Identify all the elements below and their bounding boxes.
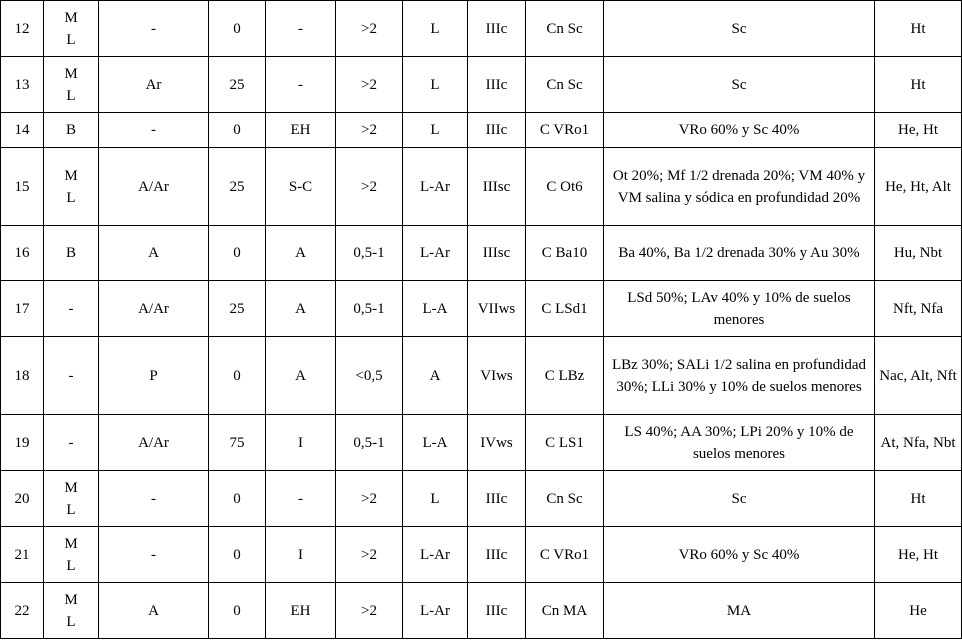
depth-cell: >2 [336, 57, 403, 113]
col-4-cell: A [266, 281, 336, 337]
terrain-cell: M L [44, 583, 99, 639]
composition-cell: LS 40%; AA 30%; LPi 20% y 10% de suelos menores [604, 415, 875, 471]
col-2-cell: A [99, 226, 209, 281]
row-number: 15 [1, 148, 44, 226]
depth-cell: >2 [336, 148, 403, 226]
unit-code-cell: C LSd1 [526, 281, 604, 337]
unit-code-cell: C LS1 [526, 415, 604, 471]
texture-cell: L-Ar [403, 148, 468, 226]
class-cell: IIIc [468, 583, 526, 639]
table-row [1, 583, 962, 639]
texture-cell: L [403, 113, 468, 148]
col-2-cell: - [99, 527, 209, 583]
table-row [1, 281, 962, 337]
composition-cell: VRo 60% y Sc 40% [604, 113, 875, 148]
texture-cell: L-Ar [403, 226, 468, 281]
row-number: 13 [1, 57, 44, 113]
composition-cell: Sc [604, 1, 875, 57]
col-4-cell: EH [266, 113, 336, 148]
class-cell: VIIws [468, 281, 526, 337]
col-4-cell: I [266, 415, 336, 471]
terrain-cell: B [44, 113, 99, 148]
col-3-cell: 0 [209, 471, 266, 527]
unit-code-cell: Cn Sc [526, 1, 604, 57]
terrain-cell: M L [44, 1, 99, 57]
unit-code-cell: Cn MA [526, 583, 604, 639]
class-cell: IVws [468, 415, 526, 471]
limitations-cell: Ht [875, 471, 962, 527]
class-cell: IIIc [468, 113, 526, 148]
depth-cell: >2 [336, 1, 403, 57]
depth-cell: 0,5-1 [336, 226, 403, 281]
row-number: 14 [1, 113, 44, 148]
limitations-cell: He, Ht [875, 527, 962, 583]
limitations-cell: Ht [875, 1, 962, 57]
table-row [1, 527, 962, 583]
terrain-cell: M L [44, 57, 99, 113]
texture-cell: L-Ar [403, 527, 468, 583]
limitations-cell: He, Ht, Alt [875, 148, 962, 226]
composition-cell: Sc [604, 57, 875, 113]
col-4-cell: S-C [266, 148, 336, 226]
unit-code-cell: C VRo1 [526, 113, 604, 148]
col-3-cell: 0 [209, 583, 266, 639]
col-3-cell: 25 [209, 148, 266, 226]
col-2-cell: - [99, 1, 209, 57]
unit-code-cell: C VRo1 [526, 527, 604, 583]
unit-code-cell: C Ot6 [526, 148, 604, 226]
col-3-cell: 0 [209, 113, 266, 148]
col-2-cell: P [99, 337, 209, 415]
col-2-cell: A/Ar [99, 415, 209, 471]
composition-cell: LBz 30%; SALi 1/2 salina en profundidad 30%; LLi 30% y 10% de suelos menores [604, 337, 875, 415]
depth-cell: >2 [336, 583, 403, 639]
table-row [1, 471, 962, 527]
table-body [1, 1, 962, 639]
unit-code-cell: Cn Sc [526, 471, 604, 527]
limitations-cell: Nft, Nfa [875, 281, 962, 337]
class-cell: VIws [468, 337, 526, 415]
col-2-cell: A/Ar [99, 148, 209, 226]
col-4-cell: - [266, 57, 336, 113]
composition-cell: VRo 60% y Sc 40% [604, 527, 875, 583]
terrain-cell: B [44, 226, 99, 281]
texture-cell: L [403, 1, 468, 57]
unit-code-cell: Cn Sc [526, 57, 604, 113]
terrain-cell: M L [44, 527, 99, 583]
limitations-cell: At, Nfa, Nbt [875, 415, 962, 471]
table-row [1, 113, 962, 148]
unit-code-cell: C Ba10 [526, 226, 604, 281]
col-3-cell: 0 [209, 337, 266, 415]
limitations-cell: He, Ht [875, 113, 962, 148]
col-3-cell: 0 [209, 527, 266, 583]
limitations-cell: Hu, Nbt [875, 226, 962, 281]
composition-cell: Sc [604, 471, 875, 527]
col-4-cell: - [266, 471, 336, 527]
limitations-cell: He [875, 583, 962, 639]
texture-cell: L [403, 471, 468, 527]
unit-code-cell: C LBz [526, 337, 604, 415]
col-4-cell: - [266, 1, 336, 57]
limitations-cell: Ht [875, 57, 962, 113]
composition-cell: Ba 40%, Ba 1/2 drenada 30% y Au 30% [604, 226, 875, 281]
row-number: 21 [1, 527, 44, 583]
texture-cell: L-Ar [403, 583, 468, 639]
texture-cell: L [403, 57, 468, 113]
table-row [1, 415, 962, 471]
depth-cell: >2 [336, 527, 403, 583]
class-cell: IIIc [468, 57, 526, 113]
row-number: 20 [1, 471, 44, 527]
row-number: 12 [1, 1, 44, 57]
depth-cell: 0,5-1 [336, 281, 403, 337]
limitations-cell: Nac, Alt, Nft [875, 337, 962, 415]
col-4-cell: A [266, 337, 336, 415]
class-cell: IIIc [468, 527, 526, 583]
table-row [1, 226, 962, 281]
terrain-cell: M L [44, 148, 99, 226]
terrain-cell: M L [44, 471, 99, 527]
col-2-cell: - [99, 113, 209, 148]
texture-cell: L-A [403, 281, 468, 337]
depth-cell: >2 [336, 471, 403, 527]
row-number: 18 [1, 337, 44, 415]
table-row [1, 57, 962, 113]
table-row [1, 337, 962, 415]
class-cell: IIIsc [468, 226, 526, 281]
col-4-cell: A [266, 226, 336, 281]
row-number: 22 [1, 583, 44, 639]
row-number: 16 [1, 226, 44, 281]
depth-cell: <0,5 [336, 337, 403, 415]
terrain-cell: - [44, 281, 99, 337]
class-cell: IIIsc [468, 148, 526, 226]
depth-cell: >2 [336, 113, 403, 148]
terrain-cell: - [44, 337, 99, 415]
class-cell: IIIc [468, 1, 526, 57]
depth-cell: 0,5-1 [336, 415, 403, 471]
table-row [1, 1, 962, 57]
texture-cell: L-A [403, 415, 468, 471]
col-3-cell: 0 [209, 1, 266, 57]
row-number: 17 [1, 281, 44, 337]
texture-cell: A [403, 337, 468, 415]
composition-cell: MA [604, 583, 875, 639]
col-2-cell: - [99, 471, 209, 527]
col-4-cell: I [266, 527, 336, 583]
terrain-cell: - [44, 415, 99, 471]
table-row [1, 148, 962, 226]
col-3-cell: 75 [209, 415, 266, 471]
col-3-cell: 0 [209, 226, 266, 281]
col-3-cell: 25 [209, 281, 266, 337]
row-number: 19 [1, 415, 44, 471]
composition-cell: LSd 50%; LAv 40% y 10% de suelos menores [604, 281, 875, 337]
col-2-cell: A/Ar [99, 281, 209, 337]
col-2-cell: Ar [99, 57, 209, 113]
class-cell: IIIc [468, 471, 526, 527]
col-2-cell: A [99, 583, 209, 639]
col-3-cell: 25 [209, 57, 266, 113]
col-4-cell: EH [266, 583, 336, 639]
composition-cell: Ot 20%; Mf 1/2 drenada 20%; VM 40% y VM salina y sódica en profundidad 20% [604, 148, 875, 226]
